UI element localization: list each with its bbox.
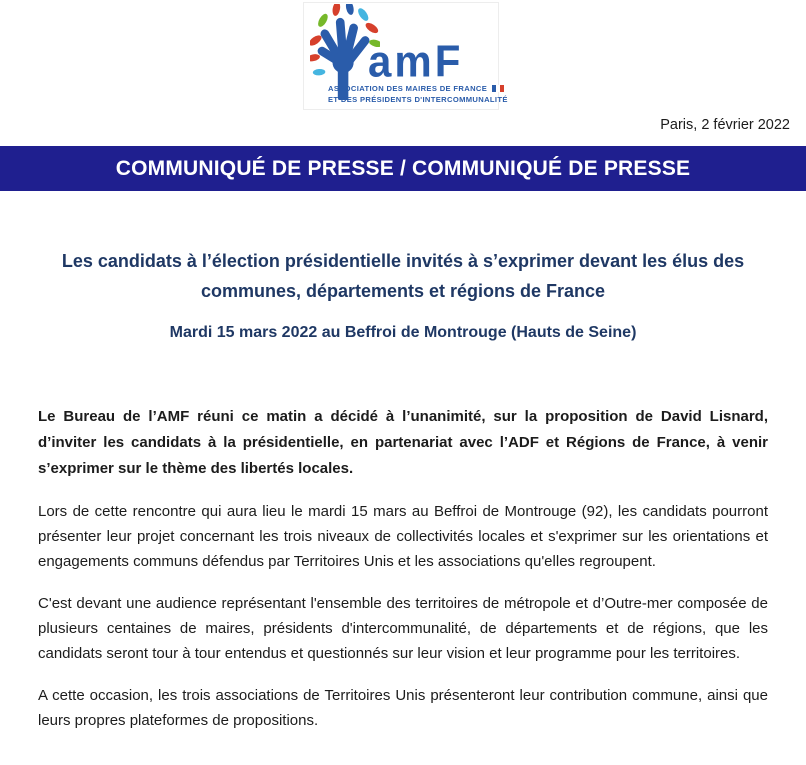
body-paragraph: Lors de cette rencontre qui aura lieu le mardi 15 mars au Beffroi de Montrouge (92), les candidats pourront présenter leur projet concernant les trois niveaux de collectivités locales et s'exprimer sur les orientations et engagements communs défendus par Territoires Unis et les associations qu'elles regroupent. [38, 503, 768, 570]
tagline-line1: ASSOCIATION DES MAIRES DE FRANCE [328, 84, 488, 93]
document-subtitle: Mardi 15 mars 2022 au Beffroi de Montrouge (Hauts de Seine) [169, 324, 637, 341]
press-release-banner [0, 146, 806, 191]
document-title: Les candidats à l’élection présidentielle invités à s’exprimer devant les élus des communes, départements et régions de France [61, 251, 745, 301]
lead-paragraph: Le Bureau de l’AMF réuni ce matin a décidé à l’unanimité, sur la proposition de David Lisnard, d’inviter les candidats à la présidentielle, en partenariat avec l’ADF et Régions de France, à venir s’exprimer sur le thème des libertés locales. [38, 408, 768, 477]
document-body [38, 404, 768, 750]
banner-text: COMMUNIQUÉ DE PRESSE / COMMUNIQUÉ DE PRESSE [115, 156, 691, 180]
body-paragraph: A cette occasion, les trois associations de Territoires Unis présenteront leur contribution commune, ainsi que leurs propres plateformes de propositions. [38, 687, 768, 729]
french-flag-icon [492, 85, 504, 92]
dateline: Paris, 2 février 2022 [660, 117, 790, 133]
amf-logo [303, 2, 508, 110]
amf-acronym: amF [368, 36, 464, 87]
tagline-line2: ET DES PRÉSIDENTS D'INTERCOMMUNALITÉ [328, 95, 508, 104]
body-paragraph: C'est devant une audience représentant l'ensemble des territoires de métropole et d’Outre-mer composée de plusieurs centaines de maires, présidents d'intercommunalité, de départements et de régions, que les candidats seront tour à tour entendus et questionnés sur leur vision et leur programme pour les territoires. [38, 595, 768, 662]
amf-taglines [328, 83, 508, 105]
